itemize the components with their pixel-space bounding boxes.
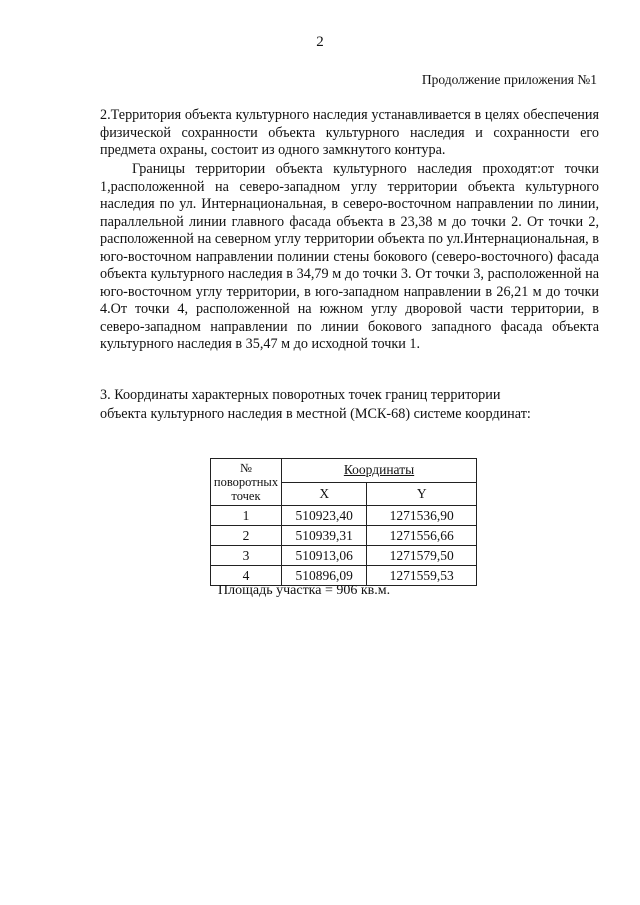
section-heading-line-2: объекта культурного наследия в местной (МСК-68) системе координат: xyxy=(100,406,531,422)
table-header-row xyxy=(211,459,477,483)
cell-y: 1271579,50 xyxy=(367,546,477,566)
paragraph-territory: 2.Территория объекта культурного наследия устанавливается в целях обеспечения физической сохранности объекта культурного наследия и сохранности его предмета охраны, состоит из одного замкнутого контура. xyxy=(100,107,599,158)
area-note: Площадь участка = 906 кв.м. xyxy=(218,583,391,598)
cell-point: 1 xyxy=(211,506,282,526)
cell-y: 1271559,53 xyxy=(367,566,477,586)
page-number: 2 xyxy=(316,34,324,50)
continuation-label: Продолжение приложения №1 xyxy=(421,72,597,87)
cell-y: 1271536,90 xyxy=(367,506,477,526)
cell-x: 510913,06 xyxy=(282,546,367,566)
cell-point: 3 xyxy=(211,546,282,566)
section-heading-line-1: 3. Координаты характерных поворотных точек границ территории xyxy=(100,387,501,403)
header-point-number: № поворотных точек xyxy=(211,459,282,506)
header-x: X xyxy=(282,482,367,506)
cell-y: 1271556,66 xyxy=(367,526,477,546)
table-row xyxy=(211,526,477,546)
paragraph-boundaries: Границы территории объекта культурного наследия проходят:от точки 1,расположенной на северо-западном углу территории объекта культурного наследия по ул. Интернациональная, в северо-восточном направлении по линии, параллельной линии главного фасада объекта в 23,38 м до точки 2. От точки 2, расположенной на северном углу территории объекта по ул.Интернациональная, в юго-восточном направлении полинии стены бокового (северо-восточного) фасада объекта культурного наследия в 34,79 м до точки 3. От точки 3, расположенной на юго-восточном углу территории, в юго-западном направлении в 26,21 м до точки 4.От точки 4, расположенной на южном углу дворовой части территории, в северо-западном направлении по линии бокового западного фасада объекта культурного наследия в 35,47 м до исходной точки 1. xyxy=(100,161,599,352)
cell-point: 2 xyxy=(211,526,282,546)
cell-point: 4 xyxy=(211,566,282,586)
cell-x: 510923,40 xyxy=(282,506,367,526)
coordinates-table xyxy=(210,458,477,586)
header-coordinates: Координаты xyxy=(282,459,477,483)
header-y: Y xyxy=(367,482,477,506)
cell-x: 510939,31 xyxy=(282,526,367,546)
cell-x: 510896,09 xyxy=(282,566,367,586)
section-coordinates-heading xyxy=(100,386,610,424)
table-row xyxy=(211,506,477,526)
table-row xyxy=(211,546,477,566)
